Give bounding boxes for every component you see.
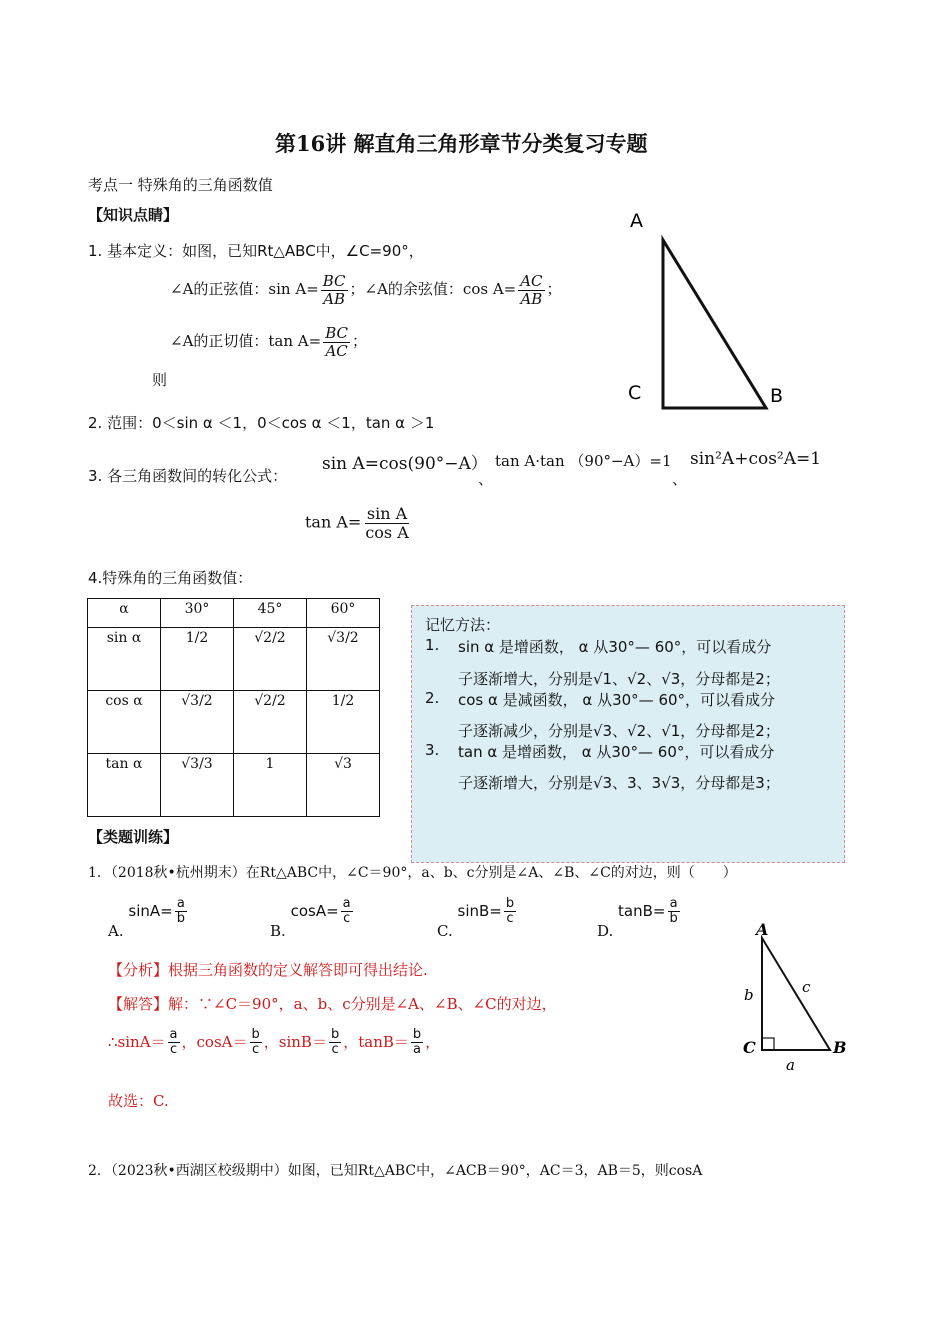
- table-header: α: [88, 599, 161, 628]
- conversion-label: 3. 各三角函数间的转化公式：: [88, 467, 288, 485]
- memo-item-line: 子逐渐增大，分别是√3、3、3√3，分母都是3；: [458, 774, 780, 792]
- table-cell: 1: [234, 754, 307, 817]
- question-2: 2．（2023秋•西湖区校级期中）如图，已知Rt△ABC中，∠ACB＝90°，AC＝3，AB＝5，则cosA: [88, 1163, 703, 1179]
- row-label: cos α: [88, 691, 161, 754]
- option-a[interactable]: A. sinA= $\frac{a}{b}$: [108, 896, 185, 940]
- knowledge-header: 【知识点睛】: [88, 206, 179, 224]
- memo-item-line: 子逐渐增大，分别是√1、√2、√3，分母都是2；: [458, 670, 780, 688]
- comma-2: 、: [672, 470, 688, 488]
- fig1-label-a: A: [630, 210, 643, 232]
- memo-item-number: 3.: [425, 741, 440, 759]
- conversion-formula-3: sin²A+cos²A=1: [690, 449, 822, 469]
- special-angle-label: 4.特殊角的三角函数值：: [88, 569, 253, 587]
- table-cell: √3/3: [161, 754, 234, 817]
- triangle-figure-2: [740, 918, 860, 1078]
- row-label: tan α: [88, 754, 161, 817]
- training-header: 【类题训练】: [88, 828, 179, 846]
- memo-item-line: sin α 是增函数， α 从30°— 60°，可以看成分: [458, 638, 772, 656]
- conversion-formula-2: tan A·tan （90°−A）=1: [495, 452, 672, 470]
- option-b[interactable]: B. cosA= $\frac{a}{c}$: [270, 896, 351, 940]
- then-text: 则: [152, 371, 168, 389]
- table-cell: √3/2: [307, 628, 380, 691]
- trig-value-table: [87, 598, 380, 817]
- memory-tips-box: [411, 605, 845, 863]
- fig1-label-c: C: [628, 382, 642, 404]
- fig1-label-b: B: [770, 385, 784, 407]
- answer-fractions: ∴sinA＝ $\frac{a}{c}$ ，cosA＝ $\frac{b}{c}$ ，sinB＝ $\frac{b}{c}$ ，tanB＝ $\frac{b}{a}$ ，: [108, 1027, 441, 1058]
- memo-title: 记忆方法：: [425, 616, 501, 634]
- table-cell: √3/2: [161, 691, 234, 754]
- answer-line: 【解答】解：∵∠C＝90°，a、b、c分别是∠A、∠B、∠C的对边，: [108, 995, 557, 1013]
- table-cell: √2/2: [234, 691, 307, 754]
- row-label: sin α: [88, 628, 161, 691]
- comma-1: 、: [478, 470, 494, 488]
- memo-item-line: cos α 是减函数， α 从30°— 60°，可以看成分: [458, 691, 776, 709]
- sin-cos-definition: ∠A的正弦值：sin A= $\frac{BC}{AB}$ ；∠A的余弦值：cos A= $\frac{AC}{AB}$ ；: [170, 272, 562, 308]
- fig2-label-b-side: b: [744, 986, 754, 1004]
- table-cell: √2/2: [234, 628, 307, 691]
- table-cell: 1/2: [307, 691, 380, 754]
- fig2-label-b-vertex: B: [833, 1038, 847, 1057]
- triangle-figure-1: [620, 205, 790, 415]
- section-heading: 考点一 特殊角的三角函数值: [88, 176, 273, 194]
- memo-item-number: 1.: [425, 636, 440, 654]
- cos-fraction: $\frac{AC}{AB}$: [520, 272, 543, 308]
- definition-intro: 1. 基本定义：如图，已知Rt△ABC中，∠C=90°，: [88, 242, 424, 260]
- fig2-label-c-vertex: C: [743, 1038, 756, 1057]
- tan-definition: ∠A的正切值：tan A= $\frac{BC}{AC}$ ；: [170, 324, 367, 360]
- table-header: 60°: [307, 599, 380, 628]
- tan-quotient: tan A= $\frac{\text{sin A}}{\text{cos A}}$: [305, 504, 409, 542]
- question-1: 1．（2018秋•杭州期末）在Rt△ABC中，∠C＝90°，a、b、c分别是∠A、∠B、∠C的对边，则（ ）: [88, 865, 737, 881]
- conversion-formula-1: sin A=cos(90°−A）: [322, 454, 488, 474]
- table-header: 30°: [161, 599, 234, 628]
- fig2-label-a-vertex: A: [756, 920, 769, 939]
- memo-item-line: tan α 是增函数， α 从30°— 60°，可以看成分: [458, 743, 775, 761]
- table-cell: √3: [307, 754, 380, 817]
- page-title: 第16讲 解直角三角形章节分类复习专题: [275, 131, 648, 156]
- option-d[interactable]: D. tanB= $\frac{a}{b}$: [597, 896, 678, 940]
- option-c[interactable]: C. sinB= $\frac{b}{c}$: [437, 896, 515, 940]
- memo-item-number: 2.: [425, 689, 440, 707]
- table-header: 45°: [234, 599, 307, 628]
- fig2-label-a-side: a: [786, 1056, 795, 1074]
- table-cell: 1/2: [161, 628, 234, 691]
- choose-answer: 故选：C.: [108, 1092, 169, 1110]
- analysis-line: 【分析】根据三角函数的定义解答即可得出结论.: [108, 961, 428, 979]
- sin-fraction: $\frac{BC}{AB}$: [322, 272, 346, 308]
- tan-fraction: $\frac{BC}{AC}$: [325, 324, 348, 360]
- fig2-label-c-side: c: [802, 978, 811, 996]
- memo-item-line: 子逐渐减少，分别是√3、√2、√1，分母都是2；: [458, 722, 780, 740]
- range-text: 2. 范围：0＜sin α ＜1，0＜cos α ＜1，tan α ＞1: [88, 414, 435, 432]
